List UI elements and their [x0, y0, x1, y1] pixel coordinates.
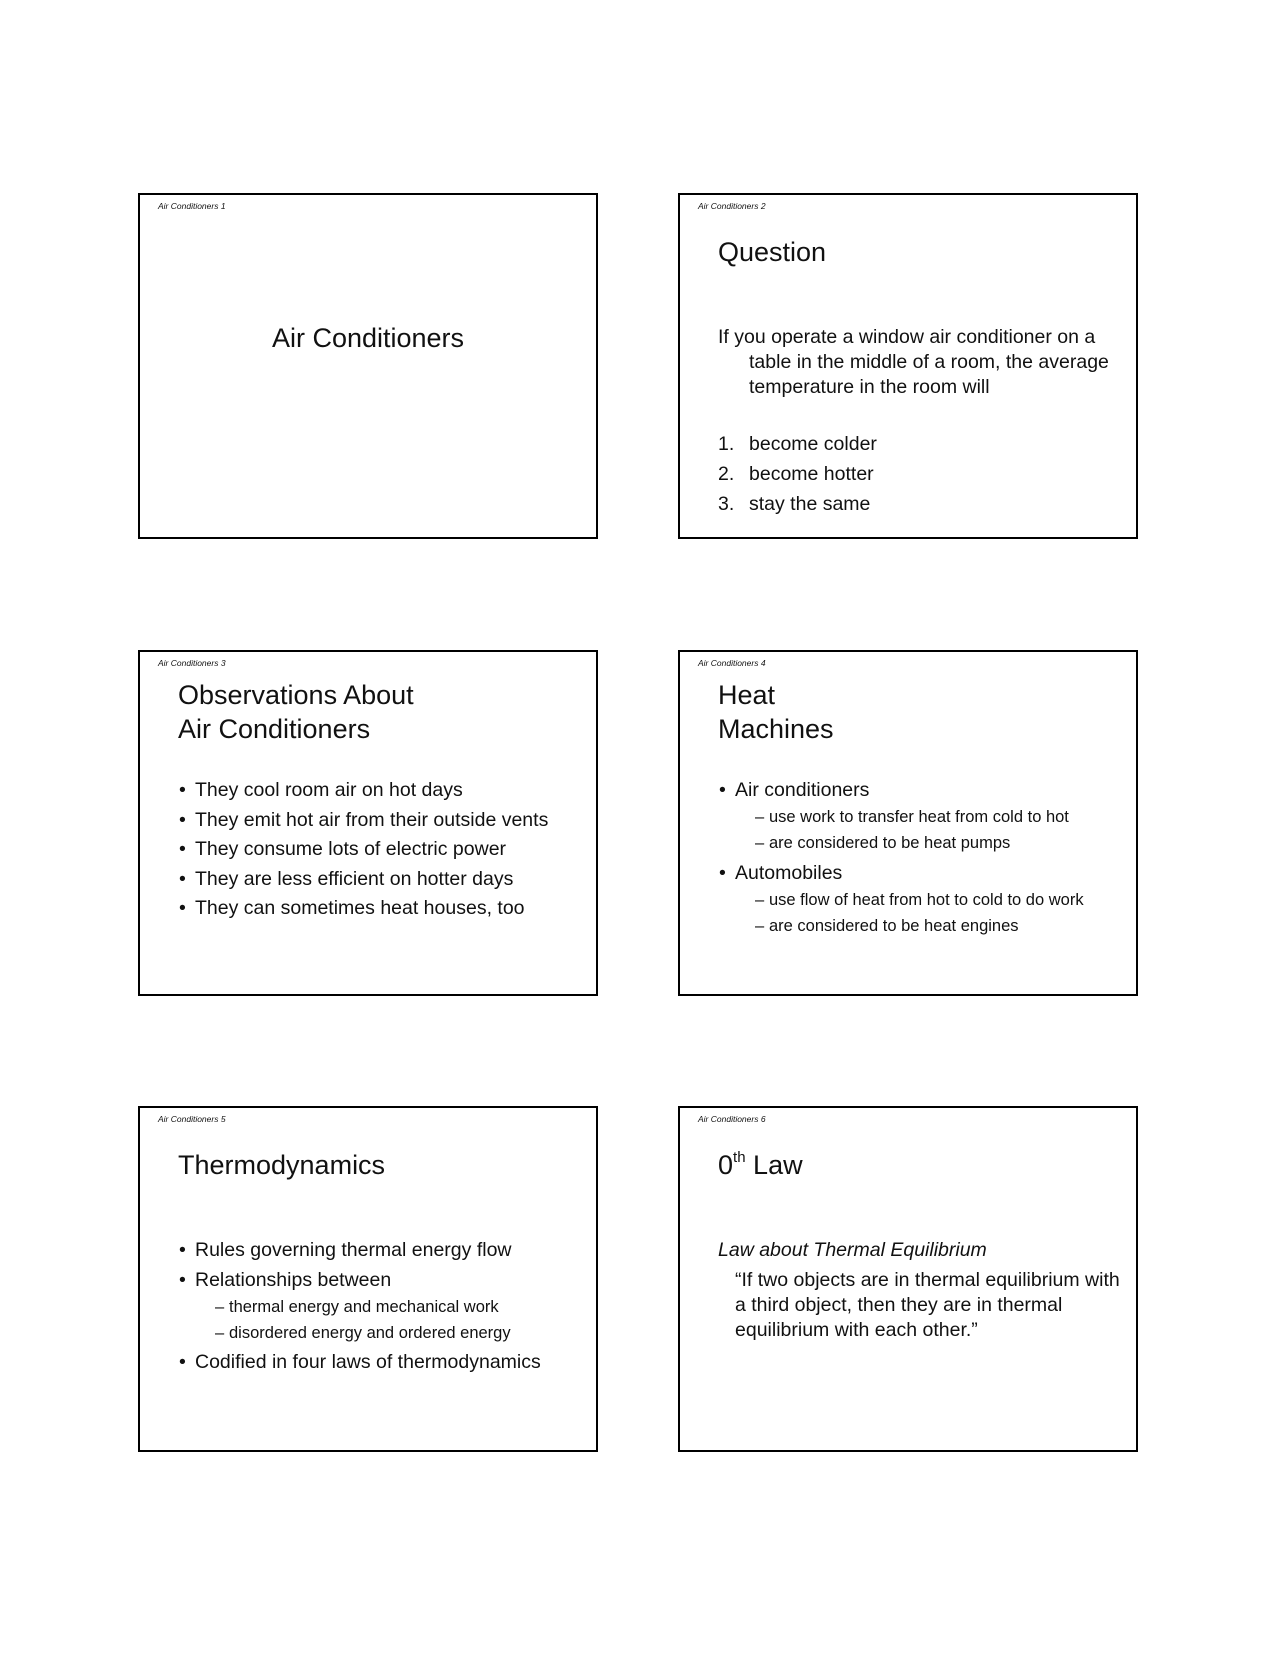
slide-title: Air Conditioners: [271, 323, 465, 353]
law-subtitle: Law about Thermal Equilibrium: [718, 1239, 987, 1261]
sub-bullet-item: – are considered to be heat engines: [735, 913, 1122, 939]
slide-title: Heat Machines: [718, 680, 834, 744]
slide-6: [678, 1106, 1138, 1452]
slide-label: Air Conditioners 2: [698, 201, 766, 211]
slide-label: Air Conditioners 6: [698, 1114, 766, 1124]
slide-body: [178, 778, 582, 926]
slide-4: [678, 650, 1138, 996]
slide-1: [138, 193, 598, 539]
bullet-item: • Rules governing thermal energy flow: [178, 1238, 582, 1263]
slide-label: Air Conditioners 3: [158, 658, 226, 668]
slide-body: [718, 1238, 1122, 1343]
slide-body: [178, 1238, 582, 1380]
answer-options: [718, 432, 1122, 517]
sub-bullet-item: – disordered energy and ordered energy: [195, 1320, 582, 1346]
sub-bullet-item: – are considered to be heat pumps: [735, 830, 1122, 856]
bullet-item: • They cool room air on hot days: [178, 778, 582, 803]
slide-title: Question: [718, 237, 827, 267]
slide-title: 0th Law: [718, 1149, 803, 1180]
slide-title: Thermodynamics: [178, 1150, 386, 1180]
bullet-list: [178, 778, 582, 921]
bullet-list: [718, 778, 1122, 939]
slide-5: [138, 1106, 598, 1452]
slide-body: [718, 325, 1122, 522]
bullet-item: • They consume lots of electric power: [178, 837, 582, 862]
sub-bullet-item: – use work to transfer heat from cold to hot: [735, 804, 1122, 830]
sub-bullet-item: – use flow of heat from hot to cold to do work: [735, 887, 1122, 913]
slide-label: Air Conditioners 1: [158, 201, 226, 211]
law-quote: “If two objects are in thermal equilibrium with a third object, then they are in thermal equilibrium with each other.”: [735, 1269, 1120, 1341]
slide-2: [678, 193, 1138, 539]
bullet-item: • Automobiles – use flow of heat from hot to cold to do work – are considered to be heat engines: [718, 861, 1122, 939]
bullet-item: • Codified in four laws of thermodynamics: [178, 1350, 582, 1375]
option-item: 2. become hotter: [718, 463, 874, 485]
bullet-item: • They can sometimes heat houses, too: [178, 896, 582, 921]
slide-3: [138, 650, 598, 996]
slide-label: Air Conditioners 5: [158, 1114, 226, 1124]
option-item: 3. stay the same: [718, 493, 871, 515]
slide-label: Air Conditioners 4: [698, 658, 766, 668]
bullet-item: • They emit hot air from their outside vents: [178, 808, 582, 833]
option-item: 1. become colder: [718, 433, 877, 455]
bullet-item: • Air conditioners – use work to transfer heat from cold to hot – are considered to be heat pumps: [718, 778, 1122, 856]
bullet-item: • Relationships between – thermal energy and mechanical work – disordered energy and ordered energy: [178, 1268, 582, 1346]
question-text: If you operate a window air conditioner on a table in the middle of a room, the average temperature in the room will: [718, 326, 1109, 398]
slide-title: Observations About Air Conditioners: [178, 680, 414, 744]
bullet-list: [178, 1238, 582, 1375]
bullet-item: • They are less efficient on hotter days: [178, 867, 582, 892]
slide-body: [718, 778, 1122, 943]
sub-bullet-item: – thermal energy and mechanical work: [195, 1294, 582, 1320]
